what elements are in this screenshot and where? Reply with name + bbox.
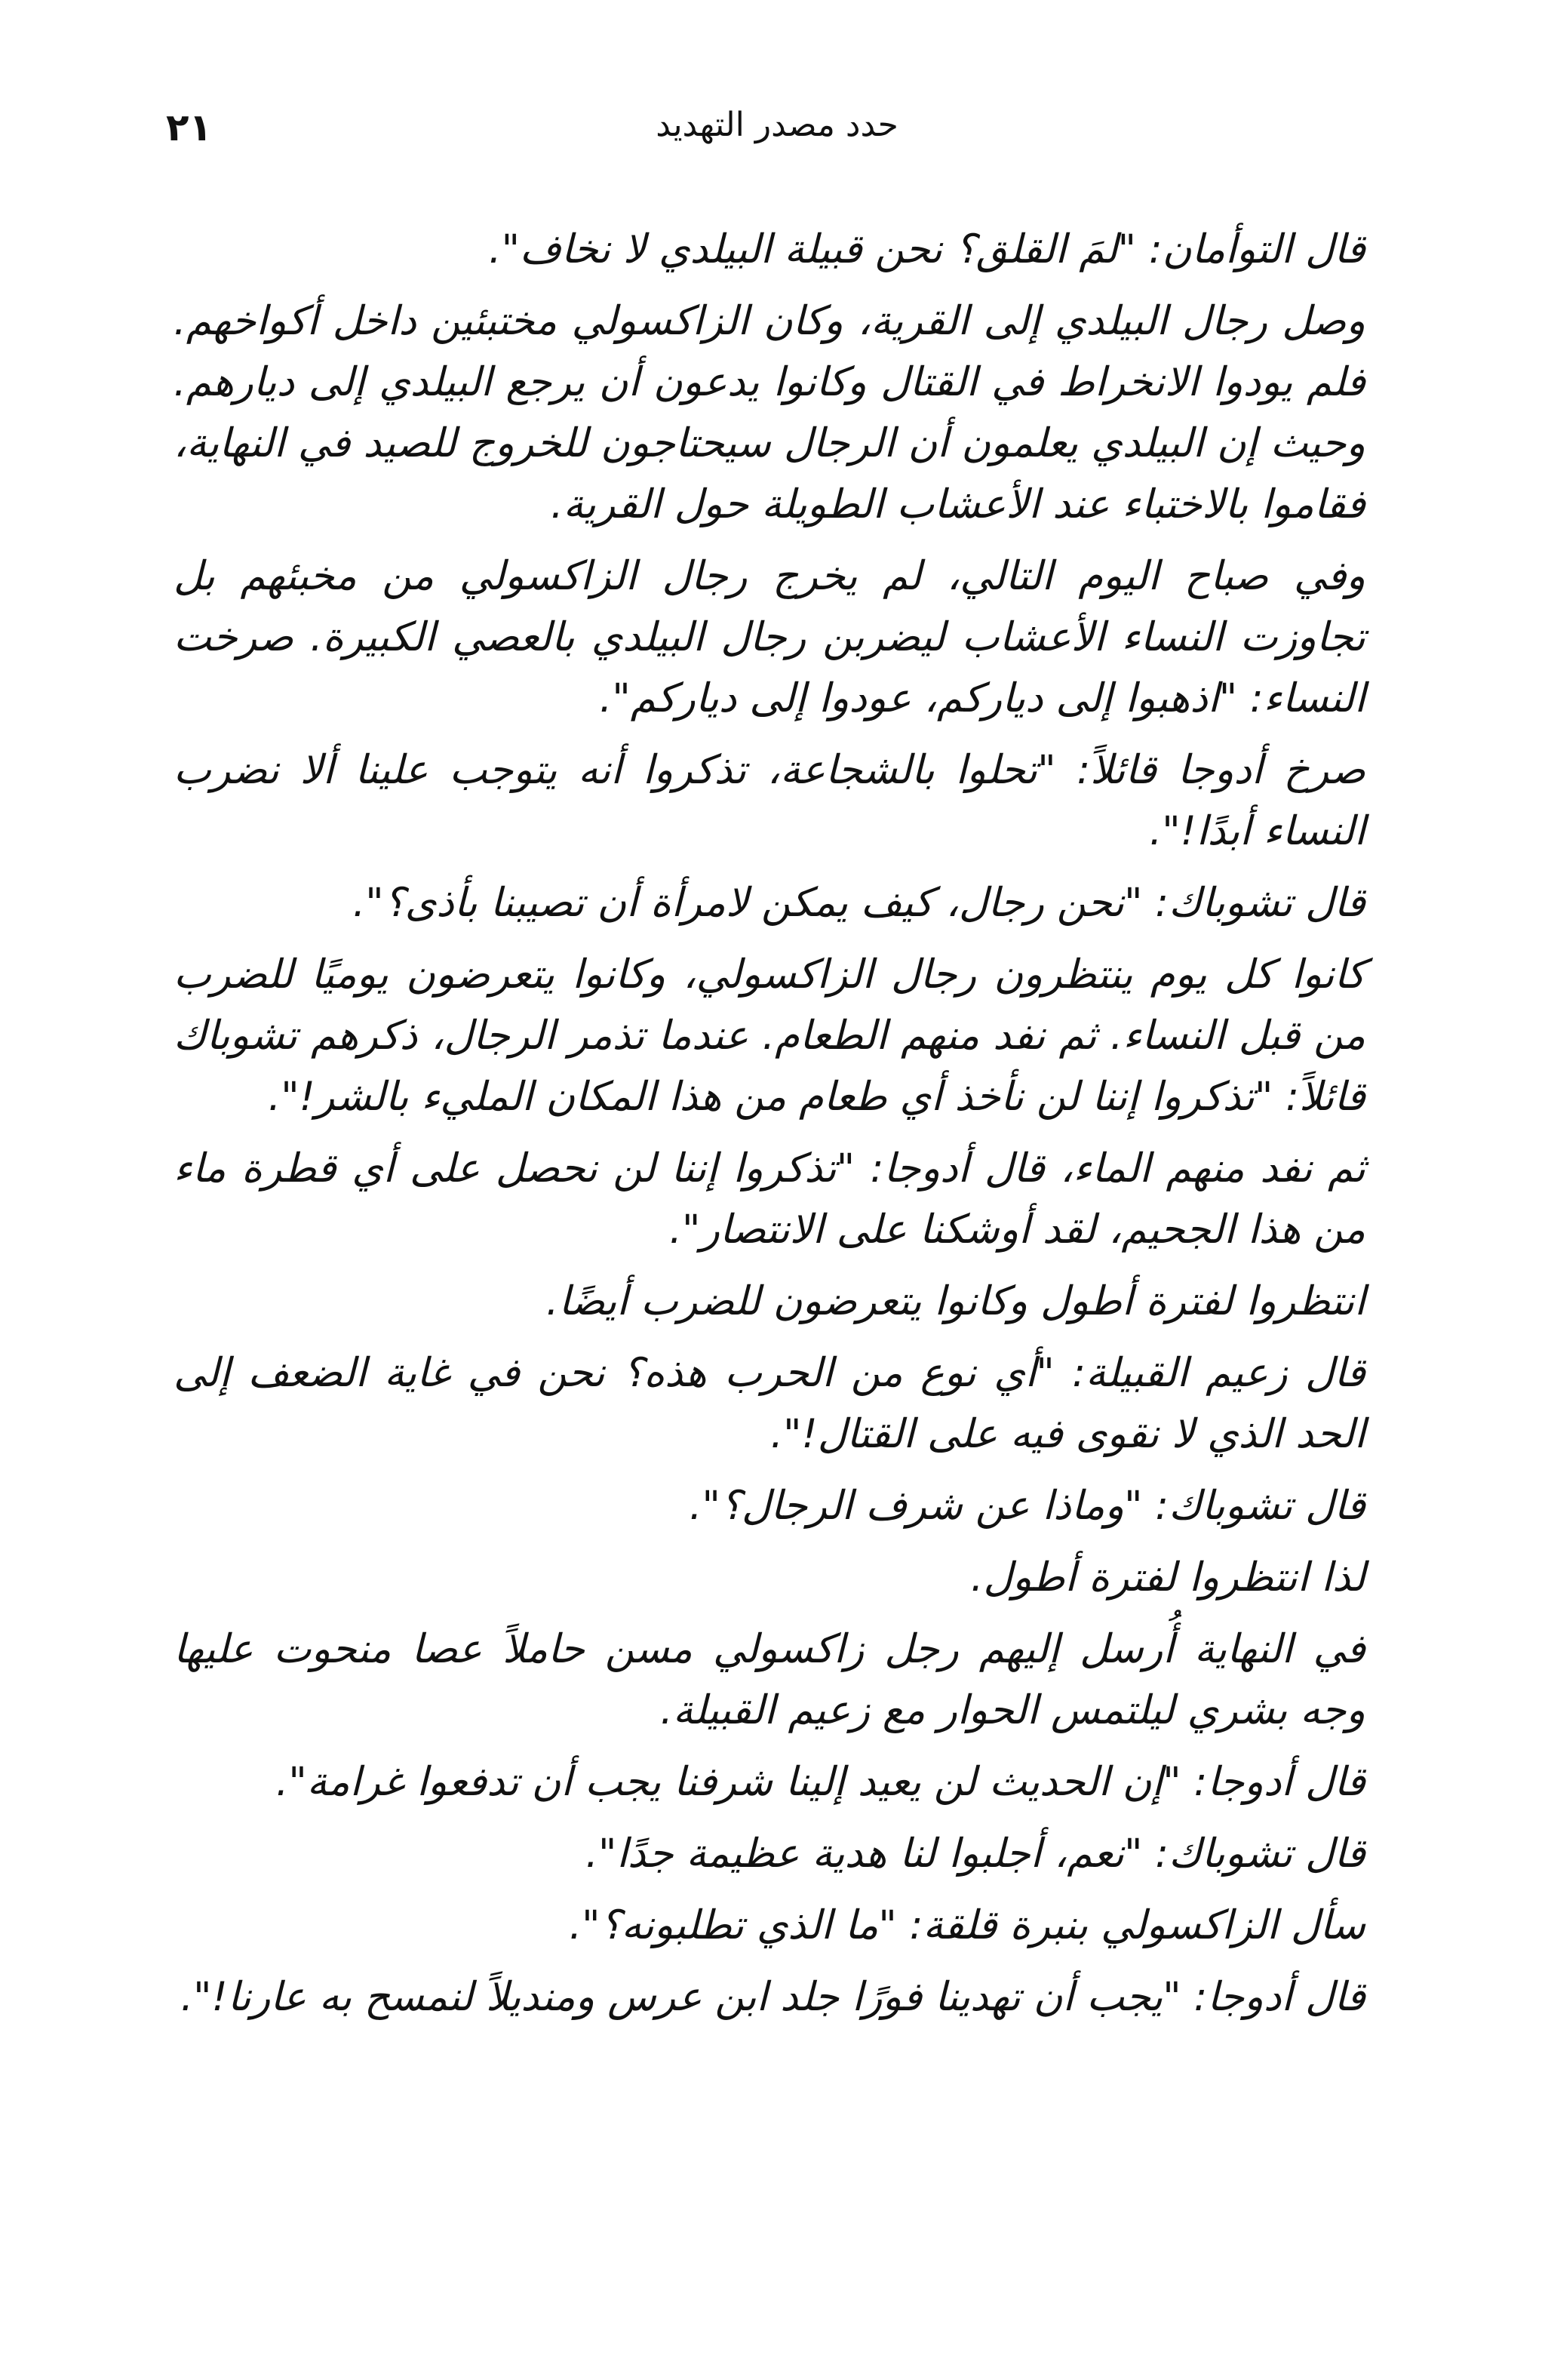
- paragraph: كانوا كل يوم ينتظرون رجال الزاكسولي، وكانوا يتعرضون يوميًا للضرب من قبل النساء. ثم نفد منهم الطعام. عندما تذمر الرجال، ذكرهم تشوباك قائلاً: "تذكروا إننا لن نأخذ أي طعام من هذا المكان المليء بالشر!".: [174, 952, 1365, 1120]
- page-number: ٢١: [166, 106, 213, 149]
- paragraph: قال تشوباك: "وماذا عن شرف الرجال؟".: [689, 1483, 1365, 1529]
- paragraph: ثم نفد منهم الماء، قال أدوجا: "تذكروا إننا لن نحصل على أي قطرة ماء من هذا الجحيم، لقد أوشكنا على الانتصار".: [174, 1145, 1365, 1253]
- paragraph: صرخ أدوجا قائلاً: "تحلوا بالشجاعة، تذكروا أنه يتوجب علينا ألا نضرب النساء أبدًا!".: [174, 747, 1365, 854]
- paragraph: قال أدوجا: "إن الحديث لن يعيد إلينا شرفنا يجب أن تدفعوا غرامة".: [275, 1759, 1365, 1805]
- running-title: حدد مصدر التهديد: [656, 106, 898, 144]
- paragraph: قال تشوباك: "نحن رجال، كيف يمكن لامرأة أن تصيبنا بأذى؟".: [352, 880, 1365, 926]
- paragraph: وفي صباح اليوم التالي، لم يخرج رجال الزاكسولي من مخبئهم بل تجاوزت النساء الأعشاب ليضربن رجال البيلدي بالعصي الكبيرة. صرخت النساء: "اذهبوا إلى دياركم، عودوا إلى دياركم".: [174, 553, 1365, 721]
- paragraph: قال أدوجا: "يجب أن تهدينا فورًا جلد ابن عرس ومنديلاً لنمسح به عارنا!".: [180, 1974, 1365, 2020]
- paragraph: قال زعيم القبيلة: "أي نوع من الحرب هذه؟ نحن في غاية الضعف إلى الحد الذي لا نقوى فيه على القتال!".: [174, 1350, 1365, 1457]
- paragraph: وصل رجال البيلدي إلى القرية، وكان الزاكسولي مختبئين داخل أكواخهم. فلم يودوا الانخراط في القتال وكانوا يدعون أن يرجع البيلدي إلى ديارهم. وحيث إن البيلدي يعلمون أن الرجال سيحتاجون للخروج للصيد في النهاية، فقاموا بالاختباء عند الأعشاب الطويلة حول القرية.: [174, 298, 1365, 527]
- paragraph: سأل الزاكسولي بنبرة قلقة: "ما الذي تطلبونه؟".: [569, 1902, 1365, 1948]
- page-body: [174, 219, 1365, 2038]
- paragraph: لذا انتظروا لفترة أطول.: [970, 1554, 1365, 1601]
- paragraph: قال التوأمان: "لمَ القلق؟ نحن قبيلة البيلدي لا نخاف".: [488, 226, 1365, 272]
- paragraph: انتظروا لفترة أطول وكانوا يتعرضون للضرب أيضًا.: [545, 1278, 1365, 1324]
- page-header: [166, 106, 1388, 166]
- paragraph: في النهاية أُرسل إليهم رجل زاكسولي مسن حاملاً عصا منحوت عليها وجه بشري ليلتمس الحوار مع زعيم القبيلة.: [174, 1626, 1365, 1733]
- paragraph: قال تشوباك: "نعم، أجلبوا لنا هدية عظيمة جدًا".: [585, 1831, 1365, 1877]
